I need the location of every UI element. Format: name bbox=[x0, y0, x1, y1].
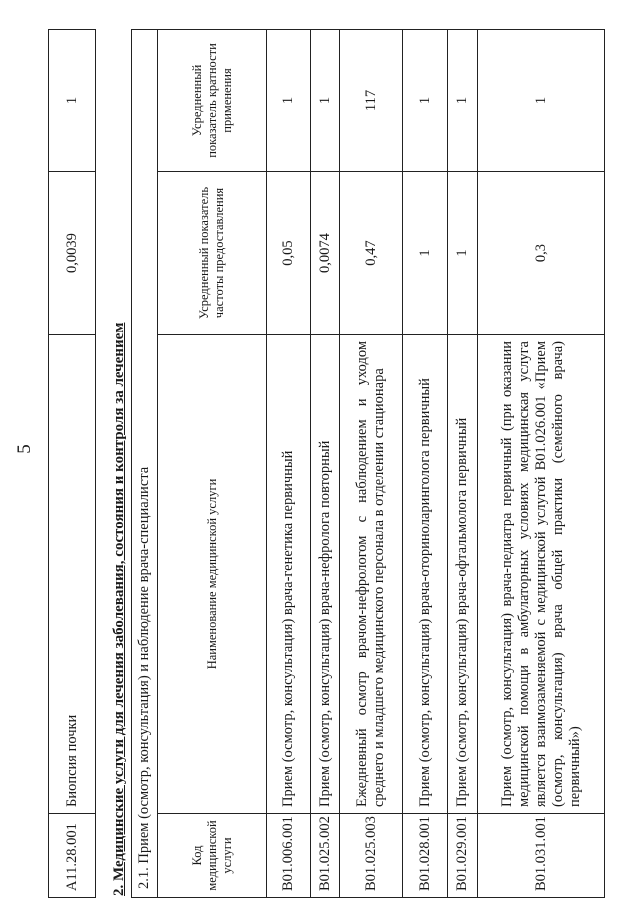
service-code: B01.028.001 bbox=[403, 814, 448, 898]
table-row bbox=[267, 29, 311, 897]
table-row bbox=[403, 29, 448, 897]
service-name: Прием (осмотр, консультация) врача-оториноларинголога первичный bbox=[403, 335, 448, 814]
table-row bbox=[49, 30, 96, 898]
service-code: B01.029.001 bbox=[448, 814, 478, 898]
subsection-row bbox=[132, 29, 158, 897]
table-row bbox=[478, 29, 605, 897]
page-number: 5 bbox=[14, 444, 35, 454]
multiplicity-value: 1 bbox=[49, 30, 96, 172]
section-heading: 2. Медицинские услуги для лечения заболевания, состояния и контроля за лечением bbox=[111, 322, 127, 896]
service-code: B01.025.002 bbox=[311, 814, 340, 898]
service-name: Прием (осмотр, консультация) врача-нефролога повторный bbox=[311, 335, 340, 814]
previous-table-fragment bbox=[48, 29, 96, 898]
frequency-value: 0,47 bbox=[340, 172, 403, 335]
frequency-value: 0,3 bbox=[478, 172, 605, 335]
table-row bbox=[311, 29, 340, 897]
multiplicity-value: 1 bbox=[267, 29, 311, 171]
column-header-name: Наименование медицинской услуги bbox=[158, 335, 267, 814]
service-name: Прием (осмотр, консультация) врача-генетика первичный bbox=[267, 335, 311, 814]
column-header-code: Код медицинской услуги bbox=[158, 814, 267, 898]
services-table bbox=[131, 29, 605, 898]
service-code: B01.031.001 bbox=[478, 814, 605, 898]
frequency-value: 1 bbox=[403, 172, 448, 335]
column-header-multiplicity: Усредненный показатель кратности применения bbox=[158, 29, 267, 171]
frequency-value: 0,05 bbox=[267, 172, 311, 335]
multiplicity-value: 1 bbox=[403, 29, 448, 171]
frequency-value: 0,0074 bbox=[311, 172, 340, 335]
service-code: A11.28.001 bbox=[49, 814, 96, 898]
service-name: Ежедневный осмотр врачом-нефрологом с наблюдением и уходом среднего и младшего медицинского персонала в отделении стационара bbox=[340, 335, 403, 814]
table-row bbox=[448, 29, 478, 897]
table-row bbox=[340, 29, 403, 897]
multiplicity-value: 1 bbox=[311, 29, 340, 171]
table-header-row bbox=[158, 29, 267, 897]
subsection-title: 2.1. Прием (осмотр, консультация) и наблюдение врача-специалиста bbox=[132, 29, 158, 897]
multiplicity-value: 1 bbox=[448, 29, 478, 171]
frequency-value: 1 bbox=[448, 172, 478, 335]
frequency-value: 0,0039 bbox=[49, 172, 96, 335]
multiplicity-value: 117 bbox=[340, 29, 403, 171]
service-code: B01.025.003 bbox=[340, 814, 403, 898]
service-code: B01.006.001 bbox=[267, 814, 311, 898]
service-name: Биопсия почки bbox=[49, 335, 96, 814]
column-header-frequency: Усредненный показатель частоты предоставления bbox=[158, 172, 267, 335]
multiplicity-value: 1 bbox=[478, 29, 605, 171]
service-name: Прием (осмотр, консультация) врача-офтальмолога первичный bbox=[448, 335, 478, 814]
service-name: Прием (осмотр, консультация) врача-педиатра первичный (при оказании медицинской помощи в амбулаторных условиях медицинская услуга является взаимозаменяемой с медицинской услугой B01.026.001 «Прием (осмотр, консультация) врача общей практики (семейного врача) первичный») bbox=[478, 335, 605, 814]
